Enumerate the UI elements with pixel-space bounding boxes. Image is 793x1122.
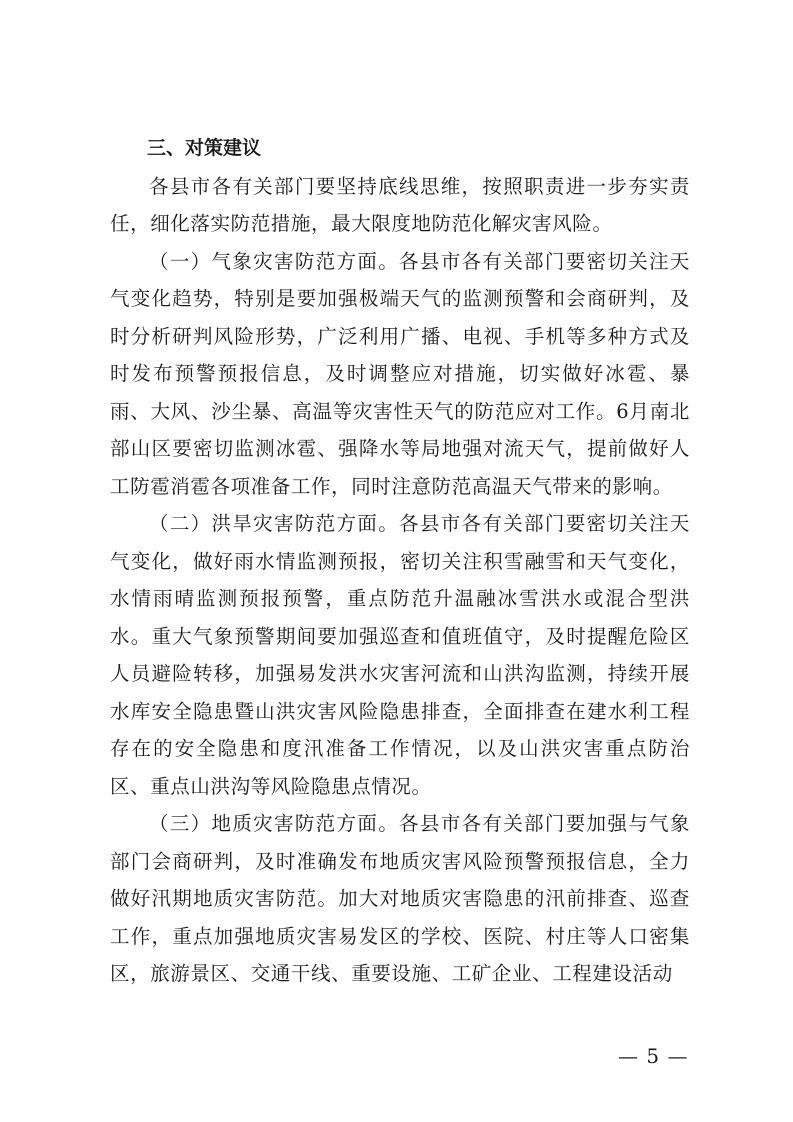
- document-body: [110, 130, 690, 993]
- paragraph-body: 各县市各有关部门要加强与气象部门会商研判，及时准确发布地质灾害风险预警预报信息，全力做好汛期地质灾害防范。加大对地质灾害隐患的汛前排查、巡查工作，重点加强地质灾害易发区的学校、医院、村庄等人口密集区，旅游景区、交通干线、重要设施、工矿企业、工程建设活动: [110, 812, 690, 985]
- paragraph-lead: （二）洪旱灾害防范方面。: [149, 512, 400, 535]
- paragraph-lead: （三）地质灾害防范方面。: [149, 812, 400, 835]
- paragraph-lead: （一）气象灾害防范方面。: [149, 249, 400, 273]
- paragraph-body: 各县市各有关部门要密切关注天气变化趋势，特别是要加强极端天气的监测预警和会商研判，及时分析研判风险形势，广泛利用广播、电视、手机等多种方式及时发布预警预报信息，及时调整应对措施，切实做好冰雹、暴雨、大风、沙尘暴、高温等灾害性天气的防范应对工作。6月南北部山区要密切监测冰雹、强降水等局地强对流天气，提前做好人工防雹消雹各项准备工作，同时注意防范高温天气带来的影响。: [110, 249, 690, 498]
- paragraph-body: 各县市各有关部门要密切关注天气变化，做好雨水情监测预报，密切关注积雪融雪和天气变化，水情雨晴监测预报预警，重点防范升温融冰雪洪水或混合型洪水。重大气象预警期间要加强巡查和值班值守，及时提醒危险区人员避险转移，加强易发洪水灾害河流和山洪沟监测，持续开展水库安全隐患暨山洪灾害风险隐患排查，全面排查在建水利工程存在的安全隐患和度汛准备工作情况，以及山洪灾害重点防治区、重点山洪沟等风险隐患点情况。: [110, 512, 690, 798]
- page-number: — 5 —: [618, 1044, 689, 1068]
- paragraph-geological: [110, 805, 690, 993]
- paragraph-meteorological: [110, 243, 690, 506]
- paragraph-flood-drought: [110, 505, 690, 805]
- section-heading: 三、对策建议: [147, 137, 262, 159]
- intro-paragraph: 各县市各有关部门要坚持底线思维，按照职责进一步夯实责任，细化落实防范措施，最大限度地防范化解灾害风险。: [110, 174, 690, 235]
